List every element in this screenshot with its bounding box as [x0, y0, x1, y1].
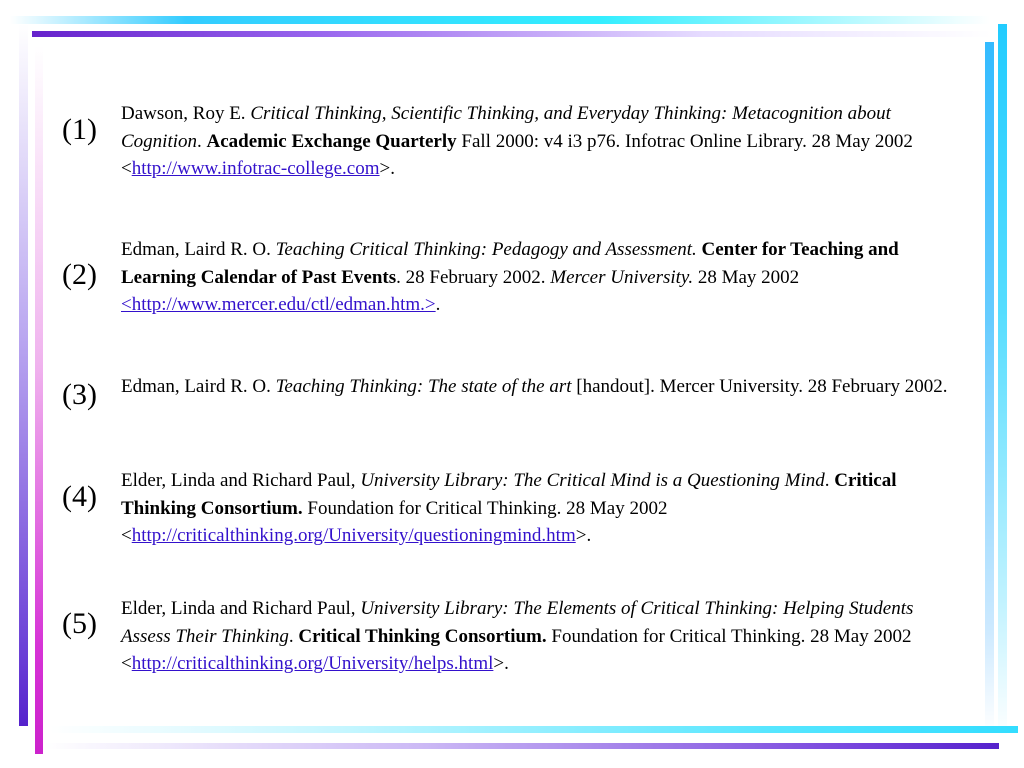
- citation-url-link[interactable]: http://criticalthinking.org/University/helps.html: [131, 653, 494, 674]
- citation-text: [121, 373, 951, 401]
- citation-publication: Critical Thinking Consortium.: [121, 470, 897, 519]
- reference-number: (4): [62, 480, 97, 513]
- citation-url-link[interactable]: http://criticalthinking.org/University/questioningmind.htm: [131, 525, 576, 546]
- citation-title: University Library: The Elements of Critical Thinking: Helping Students Assess Their Thinking: [121, 598, 914, 647]
- citation-details: Foundation for Critical Thinking. 28 May 2002 <: [121, 625, 912, 674]
- citation-url-link[interactable]: <http://www.mercer.edu/ctl/edman.htm.>: [121, 294, 436, 315]
- citation-tail: .: [435, 294, 441, 315]
- citation-tail: >.: [575, 525, 592, 546]
- reference-number: (5): [62, 607, 97, 640]
- citation-details: [handout]. Mercer University. 28 February 2002.: [571, 376, 948, 397]
- citation-tail: >.: [493, 653, 509, 674]
- bottom-decorative-bar-purple: [44, 743, 999, 749]
- citation-institution: Mercer University.: [550, 266, 694, 288]
- right-decorative-bar-cyan: [998, 24, 1007, 738]
- top-decorative-bar-purple: [32, 31, 992, 37]
- citation-title-end: .: [197, 130, 207, 152]
- citation-author: Elder, Linda and Richard Paul,: [121, 598, 361, 619]
- top-decorative-bar-cyan: [10, 16, 990, 24]
- citation-details: Foundation for Critical Thinking. 28 May 2002 <: [121, 497, 668, 546]
- citation-title: Teaching Thinking: The state of the art: [275, 376, 572, 397]
- citation-text: [121, 100, 951, 183]
- reference-number: (2): [62, 258, 97, 291]
- citation-author: Elder, Linda and Richard Paul,: [121, 470, 361, 491]
- citation-publication: Center for Teaching and Learning Calendar of Past Events: [121, 239, 899, 288]
- citation-text: [121, 467, 951, 550]
- reference-number: (3): [62, 378, 97, 411]
- citation-title: Critical Thinking, Scientific Thinking, and Everyday Thinking: Metacognition about Cognition: [121, 103, 891, 152]
- left-decorative-bar-magenta: [35, 46, 43, 754]
- citation-details: Fall 2000: v4 i3 p76. Infotrac Online Library. 28 May 2002 <: [121, 130, 913, 179]
- citation-author: Dawson, Roy E.: [121, 103, 251, 124]
- citation-text: [121, 236, 951, 319]
- citation-url-link[interactable]: http://www.infotrac-college.com: [131, 158, 380, 179]
- citation-details: . 28 February 2002.: [396, 266, 551, 288]
- citation-title: University Library: The Critical Mind is a Questioning Mind: [360, 470, 825, 491]
- citation-text: [121, 595, 951, 678]
- right-decorative-bar-blue: [985, 42, 994, 732]
- citation-tail: >.: [379, 158, 395, 179]
- reference-number: (1): [62, 113, 97, 146]
- citation-title-end: .: [288, 625, 299, 647]
- citation-author: Edman, Laird R. O.: [121, 239, 276, 260]
- citation-title: Teaching Critical Thinking: Pedagogy and Assessment.: [275, 239, 697, 260]
- citation-author: Edman, Laird R. O.: [121, 376, 276, 397]
- citation-publication: Academic Exchange Quarterly: [206, 130, 457, 152]
- citation-publication: Critical Thinking Consortium.: [298, 625, 547, 647]
- citation-title-end: .: [824, 470, 835, 491]
- citation-date: 28 May 2002: [693, 266, 800, 288]
- left-decorative-bar-purple: [19, 24, 28, 726]
- bottom-decorative-bar-cyan: [50, 726, 1018, 733]
